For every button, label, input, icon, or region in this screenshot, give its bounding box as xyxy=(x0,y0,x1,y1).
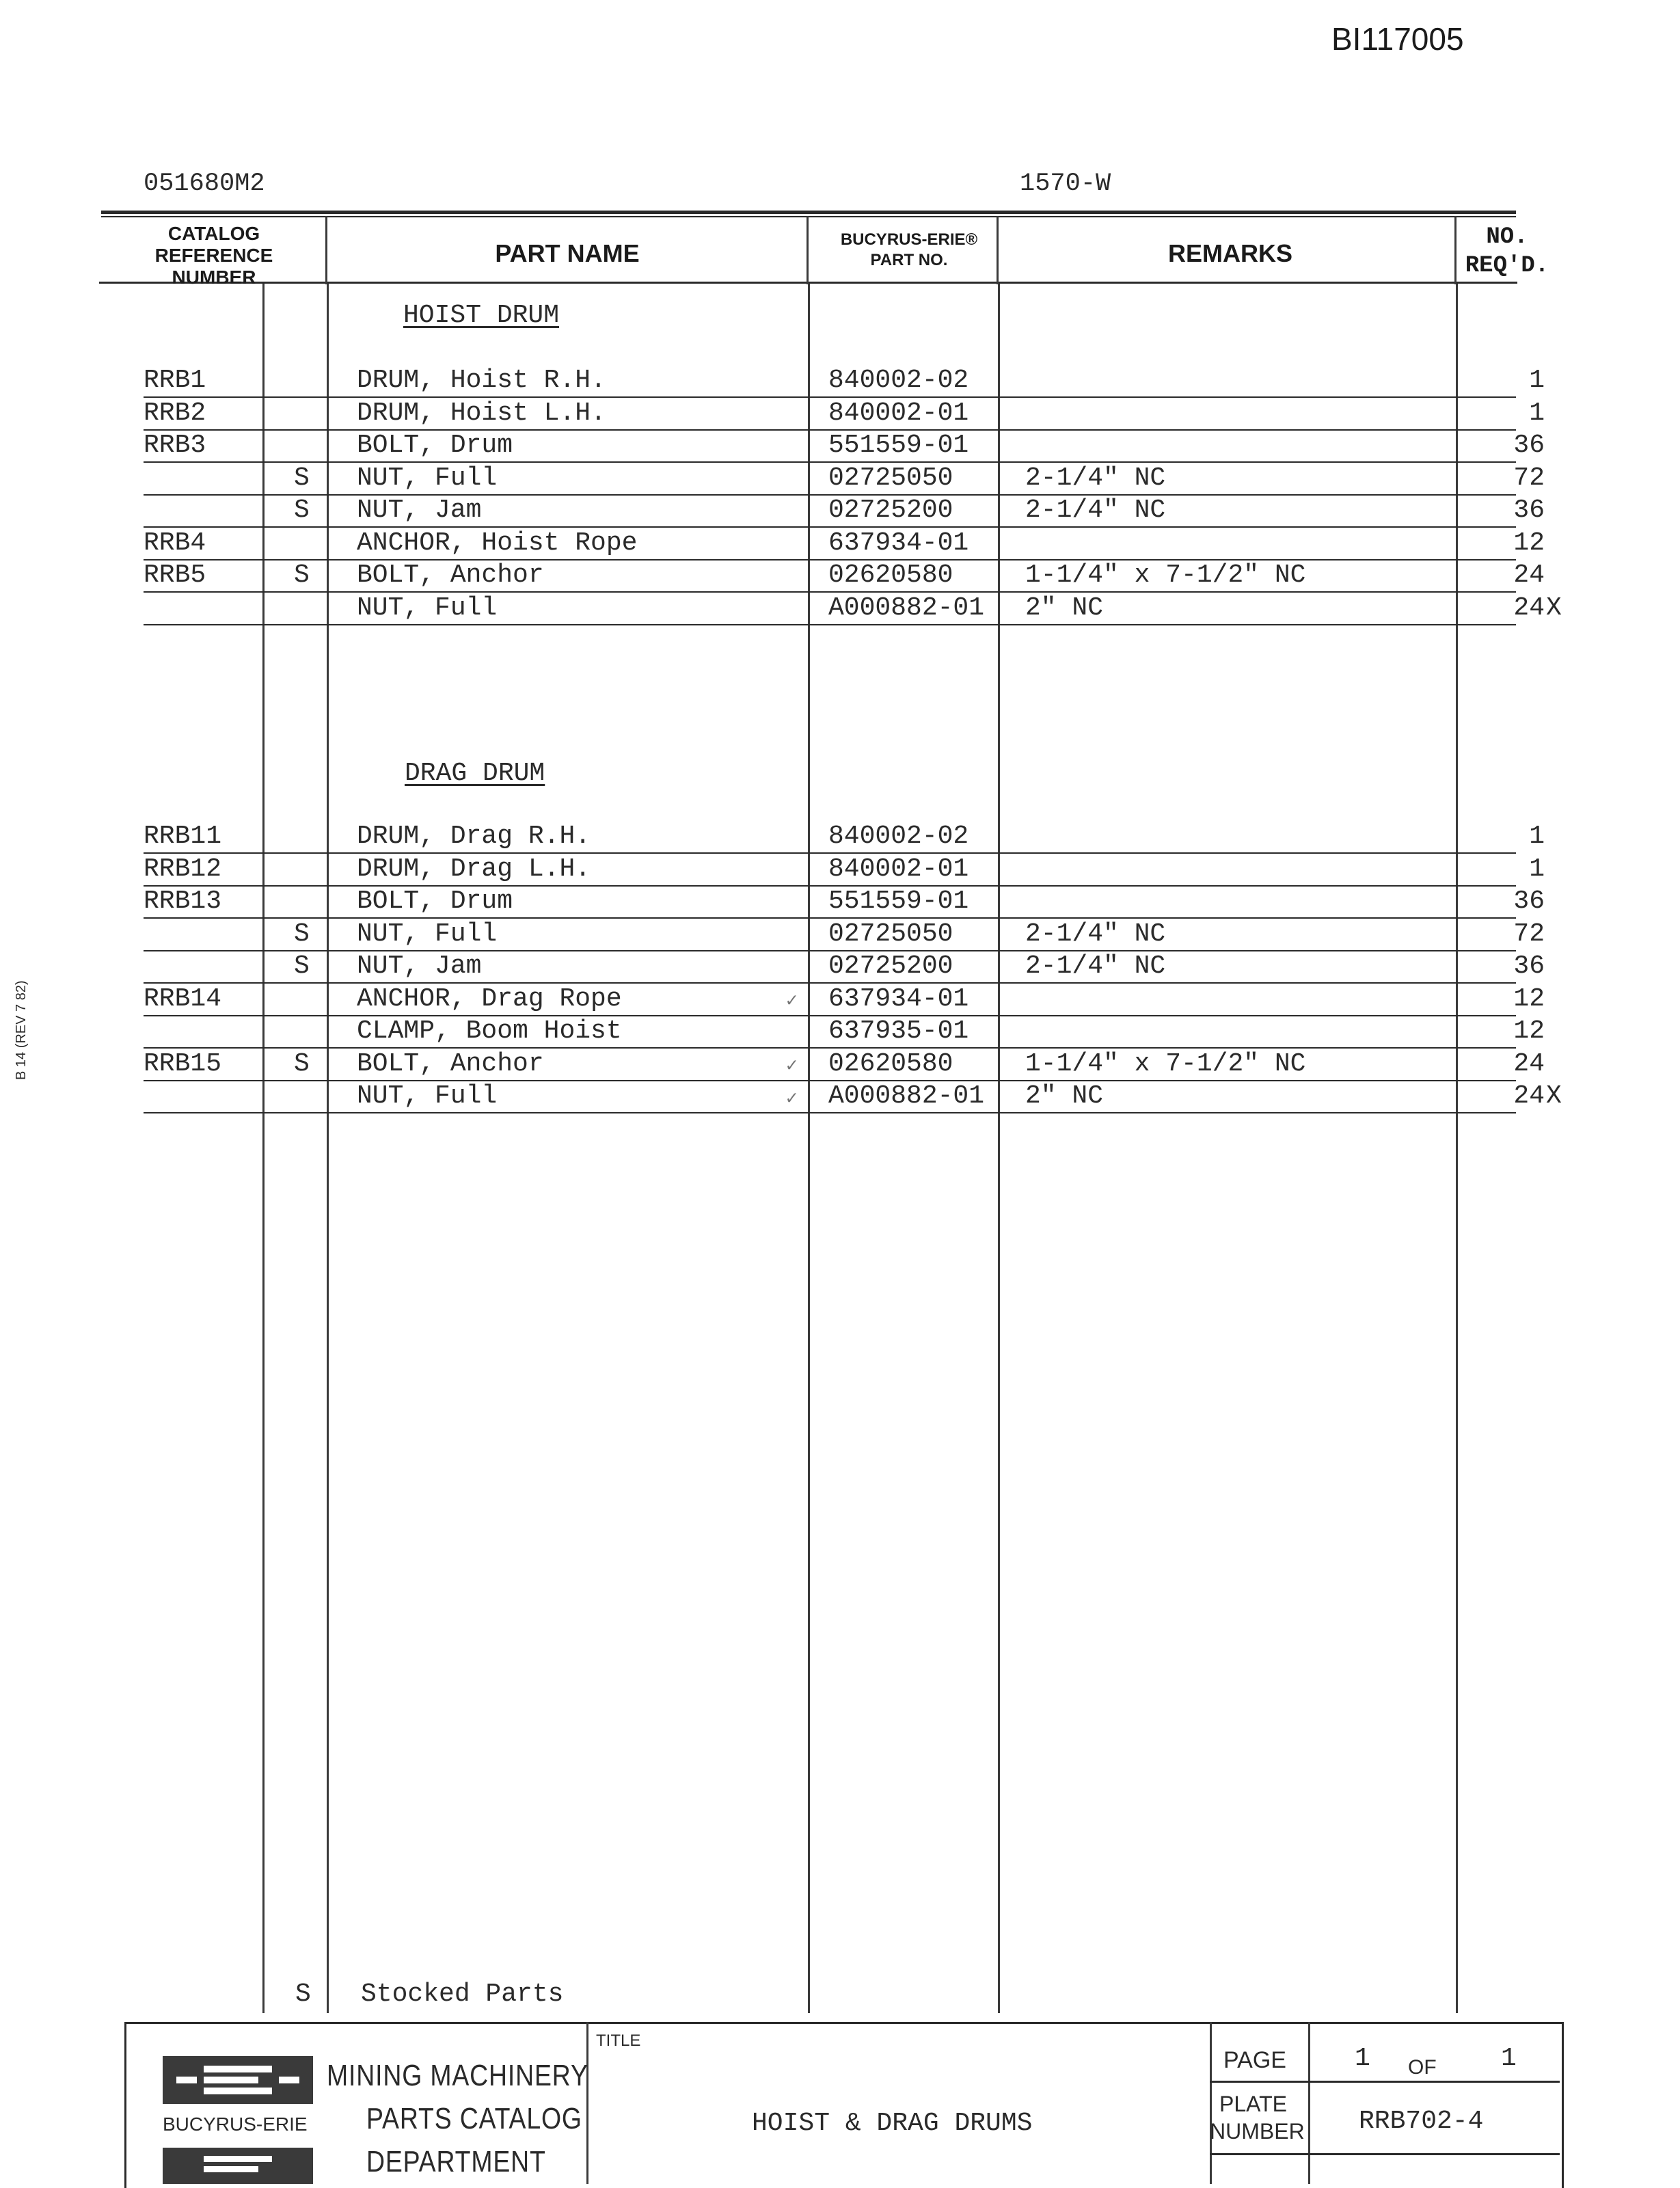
mark-cell: X xyxy=(1546,1081,1562,1111)
part-name-cell: BOLT, Drum xyxy=(357,431,513,460)
quantity-cell: 24 xyxy=(1513,1049,1545,1079)
brand-name: BUCYRUS-ERIE xyxy=(163,2113,308,2135)
table-row xyxy=(144,1049,1579,1082)
quantity-cell: 72 xyxy=(1513,463,1545,493)
header-catalog-reference-line: NUMBER xyxy=(172,267,256,288)
catalog-reference-cell: RRB11 xyxy=(144,822,222,851)
part-name-cell: BOLT, Anchor xyxy=(357,560,544,590)
header-quantity-line: NO. xyxy=(1486,224,1528,250)
part-number-cell: 840002-01 xyxy=(828,854,969,884)
part-number-cell: 02725200 xyxy=(828,951,953,981)
row-rule xyxy=(144,624,1516,625)
header-top-rule-thin xyxy=(101,216,1516,217)
part-name-cell: NUT, Full xyxy=(357,1081,498,1111)
page-total: 1 xyxy=(1501,2044,1517,2073)
footer-rule xyxy=(1210,2081,1560,2083)
table-row xyxy=(144,1081,1579,1114)
header-remarks: REMARKS xyxy=(1167,239,1292,267)
table-row xyxy=(144,984,1579,1017)
remarks-cell: 2-1/4" NC xyxy=(1025,951,1166,981)
department-line: DEPARTMENT xyxy=(366,2145,546,2178)
remarks-cell: 2-1/4" NC xyxy=(1025,463,1166,493)
part-name-cell: ANCHOR, Hoist Rope xyxy=(357,528,638,558)
part-number-cell: 637934-01 xyxy=(828,528,969,558)
catalog-number: 051680M2 xyxy=(144,170,265,198)
page-of-label: OF xyxy=(1408,2056,1437,2079)
model-number: 1570-W xyxy=(1020,170,1111,198)
part-number-cell: 637935-01 xyxy=(828,1016,969,1046)
part-name-cell: NUT, Full xyxy=(357,463,498,493)
part-name-cell: NUT, Jam xyxy=(357,951,482,981)
part-name-cell: BOLT, Drum xyxy=(357,887,513,916)
table-row xyxy=(144,528,1579,561)
row-rule xyxy=(144,1112,1516,1113)
table-row xyxy=(144,560,1579,593)
quantity-cell: 12 xyxy=(1513,984,1545,1014)
catalog-reference-cell: RRB1 xyxy=(144,366,206,395)
part-name-cell: NUT, Jam xyxy=(357,496,482,525)
part-name-cell: BOLT, Anchor xyxy=(357,1049,544,1079)
title-label: TITLE xyxy=(596,2031,641,2050)
catalog-reference-cell: RRB12 xyxy=(144,854,222,884)
quantity-cell: 36 xyxy=(1513,887,1545,916)
part-name-cell: NUT, Full xyxy=(357,593,498,623)
stocked-flag-cell: S xyxy=(294,463,310,493)
part-name-cell: DRUM, Drag L.H. xyxy=(357,854,591,884)
table-row xyxy=(144,496,1579,528)
footer-rule xyxy=(1210,2153,1560,2155)
stocked-flag-cell: S xyxy=(294,496,310,525)
plate-number: RRB702-4 xyxy=(1359,2107,1484,2136)
table-row xyxy=(144,593,1579,626)
part-number-cell: 840002-02 xyxy=(828,822,969,851)
header-quantity-line: REQ'D. xyxy=(1465,253,1549,279)
quantity-cell: 1 xyxy=(1529,366,1545,395)
catalog-reference-cell: RRB15 xyxy=(144,1049,222,1079)
remarks-cell: 2" NC xyxy=(1025,1081,1104,1111)
department-line: MINING MACHINERY xyxy=(327,2059,588,2092)
header-part-no-line: PART NO. xyxy=(870,251,948,269)
catalog-reference-cell: RRB2 xyxy=(144,398,206,428)
part-name-cell: DRUM, Hoist R.H. xyxy=(357,366,606,395)
stocked-flag-cell: S xyxy=(294,951,310,981)
part-number-cell: 02725050 xyxy=(828,463,953,493)
part-number-cell: 840002-01 xyxy=(828,398,969,428)
stocked-flag-cell: S xyxy=(294,919,310,949)
remarks-cell: 2" NC xyxy=(1025,593,1104,623)
remarks-cell: 2-1/4" NC xyxy=(1025,496,1166,525)
part-number-cell: 551559-01 xyxy=(828,431,969,460)
part-name-cell: DRUM, Drag R.H. xyxy=(357,822,591,851)
header-top-rule xyxy=(101,211,1516,214)
part-number-cell: 02725050 xyxy=(828,919,953,949)
check-mark-icon: ✓ xyxy=(786,1056,798,1077)
table-row xyxy=(144,854,1579,887)
quantity-cell: 1 xyxy=(1529,822,1545,851)
form-revision-stamp: B 14 (REV 7 82) xyxy=(14,980,29,1080)
quantity-cell: 1 xyxy=(1529,854,1545,884)
header-quantity xyxy=(1463,223,1552,280)
header-part-no xyxy=(807,230,1012,271)
part-number-cell: 02725200 xyxy=(828,496,953,525)
page-label: PAGE xyxy=(1223,2047,1286,2073)
header-part-no-line: BUCYRUS-ERIE® xyxy=(840,230,978,249)
bucyrus-erie-logo-icon xyxy=(163,2148,313,2184)
plate-title: HOIST & DRAG DRUMS xyxy=(752,2109,1033,2138)
part-number-cell: 551559-01 xyxy=(828,887,969,916)
table-row xyxy=(144,919,1579,952)
part-name-cell: DRUM, Hoist L.H. xyxy=(357,398,606,428)
check-mark-icon: ✓ xyxy=(786,991,798,1012)
catalog-reference-cell: RRB5 xyxy=(144,560,206,590)
part-name-cell: NUT, Full xyxy=(357,919,498,949)
quantity-cell: 24 xyxy=(1513,560,1545,590)
quantity-cell: 24 xyxy=(1513,1081,1545,1111)
legend-symbol: S xyxy=(295,1980,311,2009)
quantity-cell: 36 xyxy=(1513,431,1545,460)
catalog-reference-cell: RRB3 xyxy=(144,431,206,460)
header-part-name: PART NAME xyxy=(495,239,640,267)
catalog-reference-cell: RRB4 xyxy=(144,528,206,558)
quantity-cell: 12 xyxy=(1513,1016,1545,1046)
footer-block xyxy=(124,2022,1564,2188)
header-catalog-reference-line: CATALOG xyxy=(167,223,260,244)
section-title-hoist-drum: HOIST DRUM xyxy=(403,301,560,330)
table-row xyxy=(144,431,1579,463)
plate-number-label: NUMBER xyxy=(1210,2119,1305,2144)
stocked-flag-cell: S xyxy=(294,560,310,590)
quantity-cell: 1 xyxy=(1529,398,1545,428)
part-name-cell: ANCHOR, Drag Rope xyxy=(357,984,622,1014)
catalog-reference-cell: RRB13 xyxy=(144,887,222,916)
remarks-cell: 1-1/4" x 7-1/2" NC xyxy=(1025,1049,1306,1079)
table-row xyxy=(144,951,1579,984)
plate-number-label: PLATE xyxy=(1219,2092,1287,2116)
section-title-drag-drum: DRAG DRUM xyxy=(405,759,545,788)
bucyrus-erie-logo-icon xyxy=(163,2056,313,2104)
remarks-cell: 1-1/4" x 7-1/2" NC xyxy=(1025,560,1306,590)
table-row xyxy=(144,463,1579,496)
stocked-flag-cell: S xyxy=(294,1049,310,1079)
header-catalog-reference xyxy=(101,223,327,288)
quantity-cell: 12 xyxy=(1513,528,1545,558)
quantity-cell: 36 xyxy=(1513,496,1545,525)
part-number-cell: 02620580 xyxy=(828,1049,953,1079)
footer-separator xyxy=(1308,2022,1310,2184)
table-row xyxy=(144,887,1579,919)
quantity-cell: 72 xyxy=(1513,919,1545,949)
part-number-cell: 02620580 xyxy=(828,560,953,590)
remarks-cell: 2-1/4" NC xyxy=(1025,919,1166,949)
part-number-cell: A000882-01 xyxy=(828,1081,985,1111)
part-number-cell: 637934-01 xyxy=(828,984,969,1014)
document-id: BI117005 xyxy=(1331,21,1464,57)
table-row xyxy=(144,822,1579,854)
check-mark-icon: ✓ xyxy=(786,1089,798,1110)
quantity-cell: 24 xyxy=(1513,593,1545,623)
department-line: PARTS CATALOG xyxy=(366,2102,582,2135)
catalog-reference-cell: RRB14 xyxy=(144,984,222,1014)
part-name-cell: CLAMP, Boom Hoist xyxy=(357,1016,622,1046)
table-row xyxy=(144,399,1579,431)
legend-text: Stocked Parts xyxy=(361,1980,564,2009)
header-catalog-reference-line: REFERENCE xyxy=(154,245,273,266)
mark-cell: X xyxy=(1546,593,1562,623)
quantity-cell: 36 xyxy=(1513,951,1545,981)
table-row xyxy=(144,366,1579,399)
page-number: 1 xyxy=(1355,2044,1370,2073)
footer-separator xyxy=(1210,2022,1212,2184)
table-row xyxy=(144,1016,1579,1049)
footer-separator xyxy=(586,2022,588,2184)
part-number-cell: 840002-02 xyxy=(828,366,969,395)
part-number-cell: A000882-01 xyxy=(828,593,985,623)
